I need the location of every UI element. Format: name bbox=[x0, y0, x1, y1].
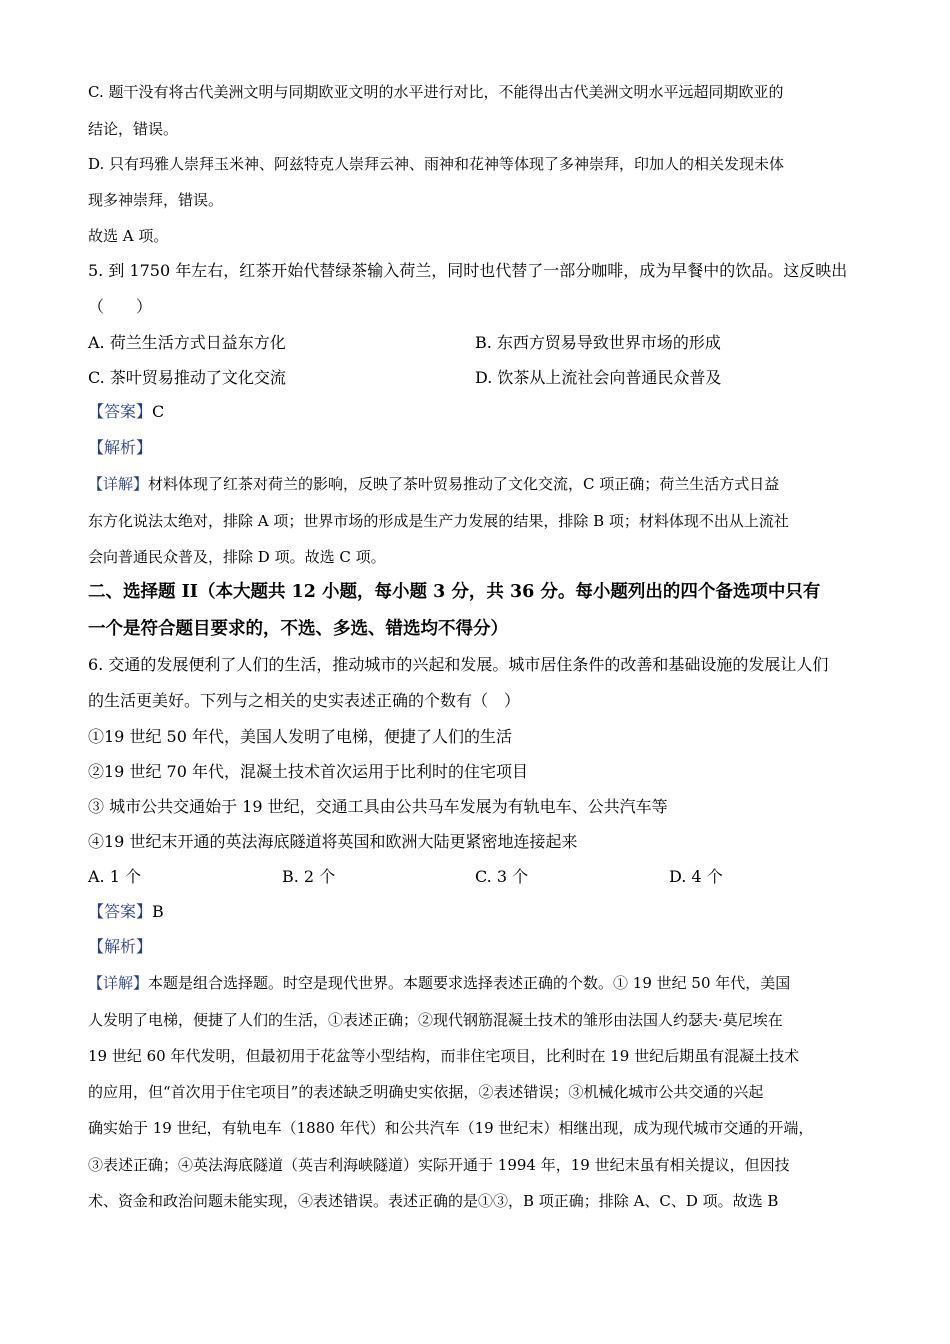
q6-detail-line7: 术、资金和政治问题未能实现，④表述错误。表述正确的是①③，B 项正确；排除 A、C、D 项。故选 B bbox=[88, 1192, 779, 1210]
answer-tag: 【答案】 bbox=[88, 902, 153, 921]
q6-option-d: D. 4 个 bbox=[669, 867, 723, 886]
q6-detail-line2: 人发明了电梯，便捷了人们的生活，①表述正确；②现代钢筋混凝土技术的雏形由法国人约瑟夫·莫尼埃在 bbox=[88, 1011, 783, 1029]
q6-detail-text-1: 本题是组合选择题。时空是现代世界。本题要求选择表述正确的个数。① 19 世纪 50 年代，美国 bbox=[148, 974, 791, 992]
section2-heading-line2: 一个是符合题目要求的，不选、多选、错选均不得分） bbox=[88, 619, 508, 639]
q5-detail-line3: 会向普通民众普及，排除 D 项。故选 C 项。 bbox=[88, 548, 386, 566]
q6-statement-1: ①19 世纪 50 年代，美国人发明了电梯，便捷了人们的生活 bbox=[88, 727, 512, 746]
section2-heading-line1: 二、选择题 II（本大题共 12 小题，每小题 3 分，共 36 分。每小题列出的四个备选项中只有 bbox=[88, 582, 821, 602]
q6-detail-line5: 确实始于 19 世纪，有轨电车（1880 年代）和公共汽车（19 世纪末）相继出现，成为现代城市交通的开端， bbox=[88, 1119, 814, 1137]
q5-option-a: A. 荷兰生活方式日益东方化 bbox=[88, 333, 286, 352]
q5-analysis-tag-line bbox=[88, 438, 868, 458]
q5-detail-line2: 东方化说法太绝对，排除 A 项；世界市场的形成是生产力发展的结果，排除 B 项；材料体现不出从上流社 bbox=[88, 512, 789, 530]
q5-answer-line bbox=[88, 402, 868, 422]
q6-analysis-tag-line bbox=[88, 937, 868, 957]
q6-statement-4: ④19 世纪末开通的英法海底隧道将英国和欧洲大陆更紧密地连接起来 bbox=[88, 832, 578, 851]
q6-detail-line3: 19 世纪 60 年代发明，但最初用于花盆等小型结构，而非住宅项目，比利时在 19 世纪后期虽有混凝土技术 bbox=[88, 1047, 800, 1065]
q6-option-c: C. 3 个 bbox=[475, 867, 529, 886]
q6-answer-value: B bbox=[152, 902, 164, 921]
q6-detail-line6: ③表述正确；④英法海底隧道（英吉利海峡隧道）实际开通于 1994 年，19 世纪末虽有相关提议，但因技 bbox=[88, 1156, 790, 1174]
analysis-tag: 【解析】 bbox=[88, 937, 153, 956]
detail-tag: 【详解】 bbox=[88, 475, 149, 493]
detail-tag: 【详解】 bbox=[88, 974, 149, 992]
q5-detail-line1 bbox=[88, 474, 868, 494]
q6-detail-line1 bbox=[88, 973, 868, 993]
q5-option-b: B. 东西方贸易导致世界市场的形成 bbox=[475, 333, 721, 352]
q5-stem-line2: （ ） bbox=[88, 297, 153, 316]
q5-option-d: D. 饮茶从上流社会向普通民众普及 bbox=[475, 368, 722, 387]
q6-stem-line1: 6. 交通的发展便利了人们的生活，推动城市的兴起和发展。城市居住条件的改善和基础设施的发展让人们 bbox=[88, 655, 829, 674]
q6-statement-2: ②19 世纪 70 年代，混凝土技术首次运用于比利时的住宅项目 bbox=[88, 762, 528, 781]
q4-option-c-explanation-line1: C. 题干没有将古代美洲文明与同期欧亚文明的水平进行对比，不能得出古代美洲文明水平远超同期欧亚的 bbox=[88, 83, 784, 101]
q5-detail-text-1: 材料体现了红茶对荷兰的影响，反映了茶叶贸易推动了文化交流，C 项正确；荷兰生活方式日益 bbox=[148, 475, 780, 493]
analysis-tag: 【解析】 bbox=[88, 438, 153, 457]
q5-answer-value: C bbox=[152, 402, 165, 421]
q4-conclusion: 故选 A 项。 bbox=[88, 227, 169, 245]
q6-statement-3: ③ 城市公共交通始于 19 世纪，交通工具由公共马车发展为有轨电车、公共汽车等 bbox=[88, 797, 668, 816]
q4-option-d-explanation-line1: D. 只有玛雅人崇拜玉米神、阿兹特克人崇拜云神、雨神和花神等体现了多神崇拜，印加人的相关发现未体 bbox=[88, 155, 785, 173]
q4-option-d-explanation-line2: 现多神崇拜，错误。 bbox=[88, 191, 224, 209]
answer-tag: 【答案】 bbox=[88, 402, 153, 421]
q5-option-c: C. 茶叶贸易推动了文化交流 bbox=[88, 368, 286, 387]
q6-option-b: B. 2 个 bbox=[282, 867, 336, 886]
q6-answer-line bbox=[88, 902, 868, 922]
q6-detail-line4: 的应用，但“首次用于住宅项目”的表述缺乏明确史实依据，②表述错误；③机械化城市公共交通的兴起 bbox=[88, 1083, 764, 1101]
q5-stem-line1: 5. 到 1750 年左右，红茶开始代替绿茶输入荷兰，同时也代替了一部分咖啡，成为早餐中的饮品。这反映出 bbox=[88, 261, 848, 280]
q6-option-a: A. 1 个 bbox=[88, 867, 141, 886]
q6-stem-line2: 的生活更美好。下列与之相关的史实表述正确的个数有（ ） bbox=[88, 691, 521, 710]
q4-option-c-explanation-line2: 结论，错误。 bbox=[88, 120, 179, 138]
